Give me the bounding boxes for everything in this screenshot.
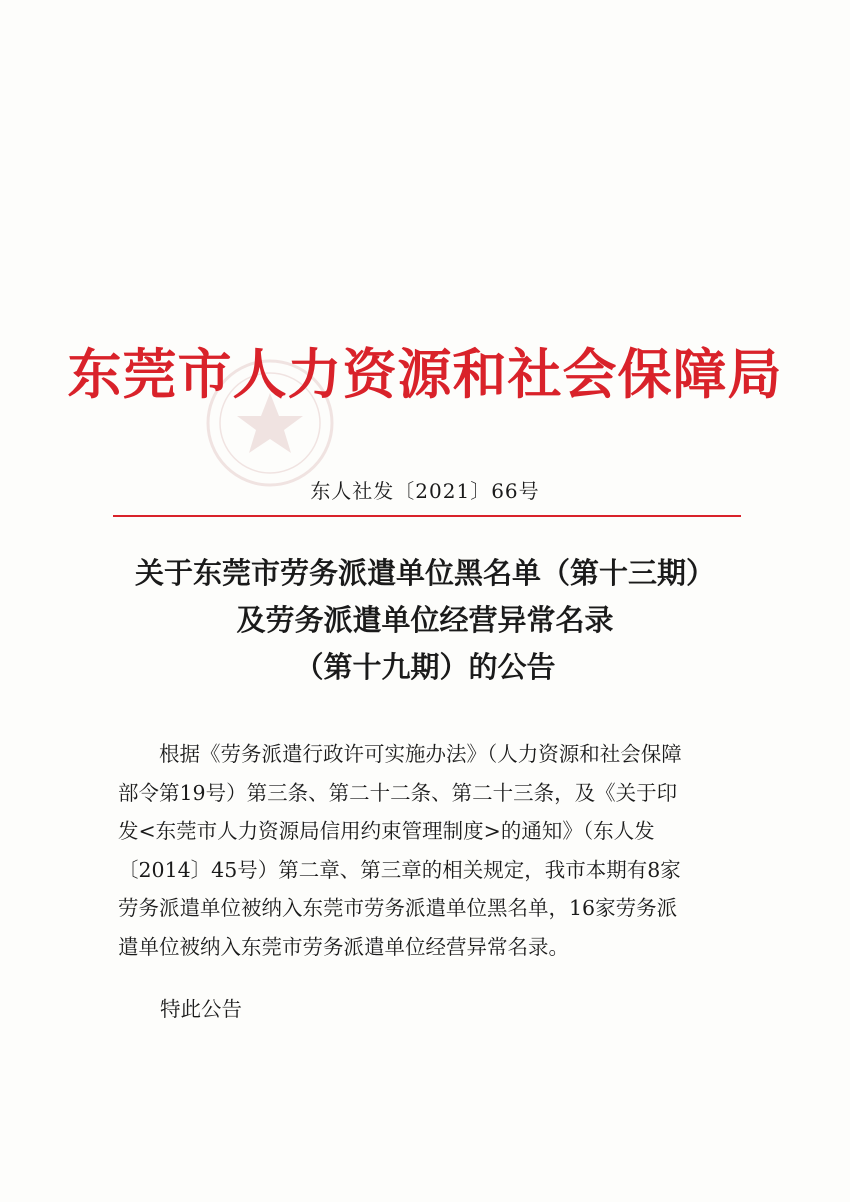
closing-remark: 特此公告 <box>160 997 242 1021</box>
notice-title-line-3: （第十九期）的公告 <box>294 650 556 684</box>
body-line: 部令第19号）第三条、第二十二条、第二十三条，及《关于印 <box>118 780 678 805</box>
notice-title <box>0 550 850 691</box>
body-line: 发<东莞市人力资源局信用约束管理制度>的通知》（东人发 <box>118 819 655 843</box>
red-divider-line <box>113 515 741 517</box>
body-line: 〔2014〕45号）第二章、第三章的相关规定，我市本期有8家 <box>118 857 681 882</box>
body-line: 遣单位被纳入东莞市劳务派遣单位经营异常名录。 <box>118 934 569 959</box>
issuing-organization-title: 东莞市人力资源和社会保障局 <box>67 343 783 406</box>
body-line: 劳务派遣单位被纳入东莞市劳务派遣单位黑名单，16家劳务派 <box>118 896 678 920</box>
body-line: 根据《劳务派遣行政许可实施办法》（人力资源和社会保障 <box>118 742 682 766</box>
document-number: 东人社发〔2021〕66号 <box>310 479 540 503</box>
body-paragraph <box>118 735 740 966</box>
notice-title-line-1: 关于东莞市劳务派遣单位黑名单（第十三期） <box>134 556 715 590</box>
notice-title-line-2: 及劳务派遣单位经营异常名录 <box>236 603 614 637</box>
